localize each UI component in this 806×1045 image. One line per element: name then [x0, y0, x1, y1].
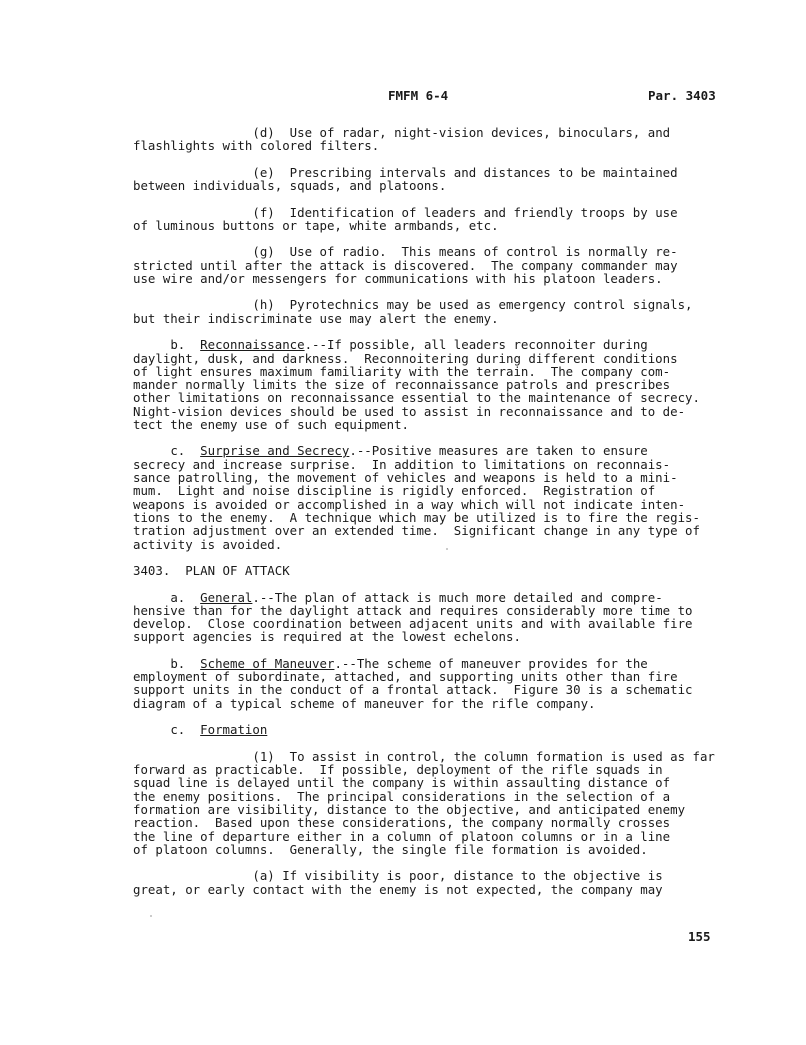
general-paragraph: a. General.--The plan of attack is much more detailed and compre- hensive than for the daylight attack and requires considerably more time to develop. Close coordination between adjacent units and with available fire support agencies is required at the lowest echelons.	[133, 589, 693, 645]
control-item-e: (e) Prescribing intervals and distances to be maintained between individuals, squads, and platoons.	[133, 164, 678, 194]
formation-heading: c. Formation	[133, 722, 268, 738]
control-item-d: (d) Use of radar, night-vision devices, binoculars, and flashlights with colored filters.	[133, 125, 671, 154]
document-id: FMFM 6-4	[388, 88, 449, 103]
scheme-of-maneuver-paragraph: b. Scheme of Maneuver.--The scheme of maneuver provides for the employment of subordinate, attached, and supporting units other than fire support units in the conduct of a frontal attack. Figure 30 is a schematic diagram of a typical scheme of maneuver for the rifle company.	[133, 655, 693, 711]
formation-item-1a: (a) If visibility is poor, distance to the objective is great, or early contact with the enemy is not expected, the company may	[133, 868, 663, 897]
control-item-f: (f) Identification of leaders and friendly troops by use of luminous buttons or tape, white armbands, etc.	[133, 204, 678, 233]
general-title: General	[200, 589, 253, 605]
body-text	[133, 126, 733, 909]
reconnaissance-title: Reconnaissance	[200, 337, 305, 353]
page-number: 155	[688, 929, 711, 944]
page-header	[0, 88, 806, 104]
scheme-of-maneuver-title: Scheme of Maneuver	[200, 655, 335, 671]
scan-speck	[446, 548, 448, 550]
reconnaissance-paragraph: b. Reconnaissance.--If possible, all leaders reconnoiter during daylight, dusk, and darkness. Reconnoitering during different conditions of light ensures maximum familiarity with the terrain. The company com- mander normally limits the size of reconnaissance patrols and prescribes other limitations on reconnaissance essential to the maintenance of secrecy. Night-vision devices should be used to assist in reconnaissance and to de- tect the enemy use of such equipment.	[133, 337, 700, 432]
control-item-g: (g) Use of radio. This means of control is normally re- stricted until after the attack is discovered. The company commander may use wire and/or messengers for communications with his platoon leaders.	[133, 244, 678, 286]
scan-speck	[150, 915, 152, 917]
section-heading-3403: 3403. PLAN OF ATTACK	[133, 563, 290, 579]
surprise-secrecy-title: Surprise and Secrecy	[200, 443, 350, 459]
paragraph-reference: Par. 3403	[648, 88, 716, 103]
control-item-h: (h) Pyrotechnics may be used as emergency control signals, but their indiscriminate use may alert the enemy.	[133, 297, 693, 326]
formation-title: Formation	[200, 722, 268, 738]
formation-item-1: (1) To assist in control, the column formation is used as far forward as practicable. If possible, deployment of the rifle squads in squad line is delayed until the company is within assaulting distance of the enemy positions. The principal considerations in the selection of a formation are visibility, distance to the objective, and anticipated enemy reaction. Based upon these considerations, the company normally crosses the line of departure either in a column of platoon columns or in a line of platoon columns. Generally, the single file formation is avoided.	[133, 748, 715, 857]
surprise-secrecy-paragraph: c. Surprise and Secrecy.--Positive measures are taken to ensure secrecy and increase surprise. In addition to limitations on reconnais- sance patrolling, the movement of vehicles and weapons is held to a mini- mum. Light and noise discipline is rigidly enforced. Registration of weapons is avoided or accomplished in a way which will not indicate inten- tions to the enemy. A technique which may be utilized is to fire the regis- tration adjustment over an extended time. Significant change in any type of activity is avoided.	[133, 443, 700, 552]
